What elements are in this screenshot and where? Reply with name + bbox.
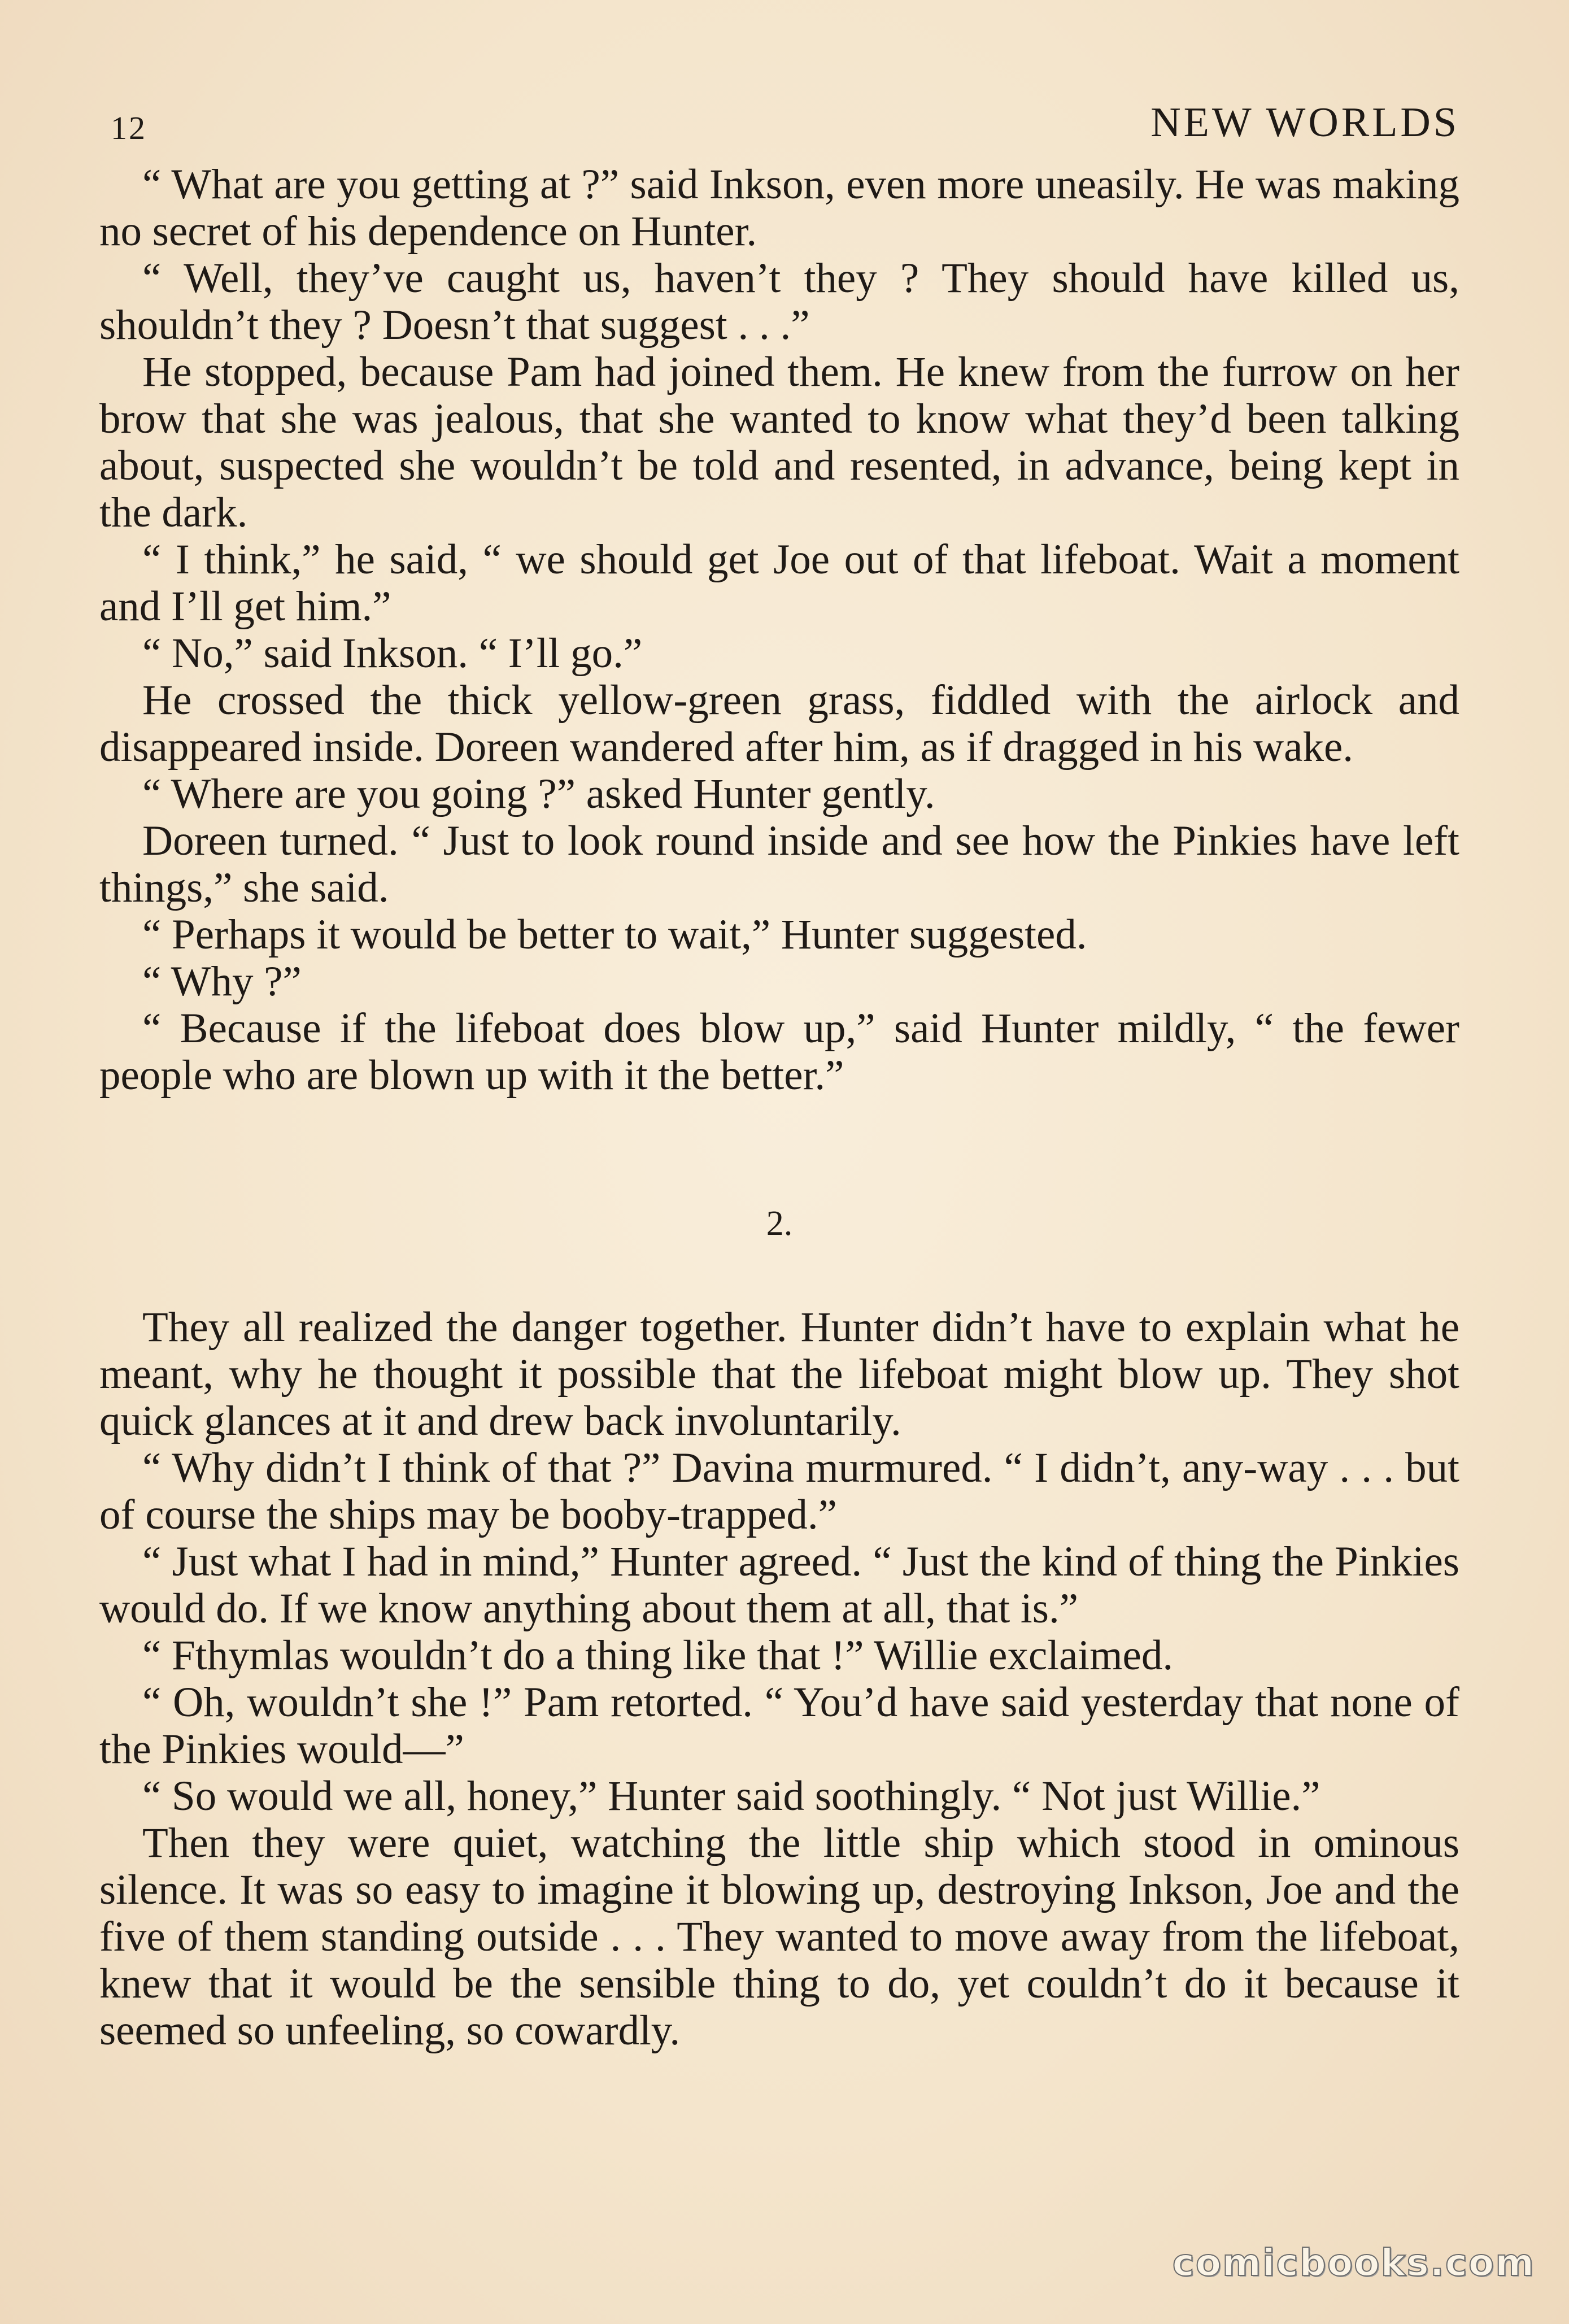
page-header: [99, 99, 1459, 161]
section-number: 2.: [766, 1204, 793, 1243]
paragraph: “ No,” said Inkson. “ I’ll go.”: [142, 630, 643, 677]
paragraph: “ Because if the lifeboat does blow up,” said Hunter mildly, “ the fewer people who are blown up with it the better.”: [99, 1005, 1459, 1099]
paragraph: They all realized the danger together. Hunter didn’t have to explain what he meant, why he thought it possible that the lifeboat might blow up. They shot quick glances at it and drew back involuntarily.: [99, 1304, 1459, 1444]
paragraph: “ Just what I had in mind,” Hunter agreed. “ Just the kind of thing the Pinkies would do. If we know anything about them at all, that is.”: [99, 1538, 1459, 1632]
paragraph: “ Fthymlas wouldn’t do a thing like that !” Willie exclaimed.: [142, 1632, 1174, 1679]
paragraph: Doreen turned. “ Just to look round inside and see how the Pinkies have left things,” she said.: [99, 817, 1459, 911]
paragraph: Then they were quiet, watching the little ship which stood in ominous silence. It was so easy to imagine it blowing up, destroying Inkson, Joe and the five of them standing outside . . . They wanted to move away from the lifeboat, knew that it would be the sensible thing to do, yet couldn’t do it because it seemed so unfeeling, so cowardly.: [99, 1820, 1459, 2054]
running-head: NEW WORLDS: [1150, 99, 1459, 146]
paragraph: “ What are you getting at ?” said Inkson, even more uneasily. He was making no secret of his dependence on Hunter.: [99, 161, 1459, 255]
paragraph: “ Why didn’t I think of that ?” Davina murmured. “ I didn’t, any-way . . . but of course the ships may be booby-trapped.”: [99, 1444, 1459, 1538]
section-1-text: [99, 161, 1459, 1099]
paragraph: “ Perhaps it would be better to wait,” Hunter suggested.: [142, 911, 1087, 958]
paragraph: “ Oh, wouldn’t she !” Pam retorted. “ You’d have said yesterday that none of the Pinkies would—”: [99, 1679, 1459, 1773]
paragraph: He crossed the thick yellow-green grass, fiddled with the airlock and disappeared inside. Doreen wandered after him, as if dragged in his wake.: [99, 677, 1459, 771]
book-page: [99, 99, 1459, 2054]
paragraph: “ Well, they’ve caught us, haven’t they ? They should have killed us, shouldn’t they ? Doesn’t that suggest . . .”: [99, 255, 1459, 349]
watermark: comicbooks.com: [1172, 2241, 1535, 2284]
paragraph: “ Where are you going ?” asked Hunter gently.: [142, 771, 935, 817]
paragraph: “ Why ?”: [142, 958, 302, 1005]
page-number: 12: [111, 110, 147, 146]
section-2-text: [99, 1304, 1459, 2054]
paragraph: “ So would we all, honey,” Hunter said soothingly. “ Not just Willie.”: [142, 1773, 1320, 1820]
paragraph: He stopped, because Pam had joined them. He knew from the furrow on her brow that she was jealous, that she wanted to know what they’d been talking about, suspected she wouldn’t be told and resented, in advance, being kept in the dark.: [99, 349, 1459, 536]
paragraph: “ I think,” he said, “ we should get Joe out of that lifeboat. Wait a moment and I’ll get him.”: [99, 536, 1459, 630]
